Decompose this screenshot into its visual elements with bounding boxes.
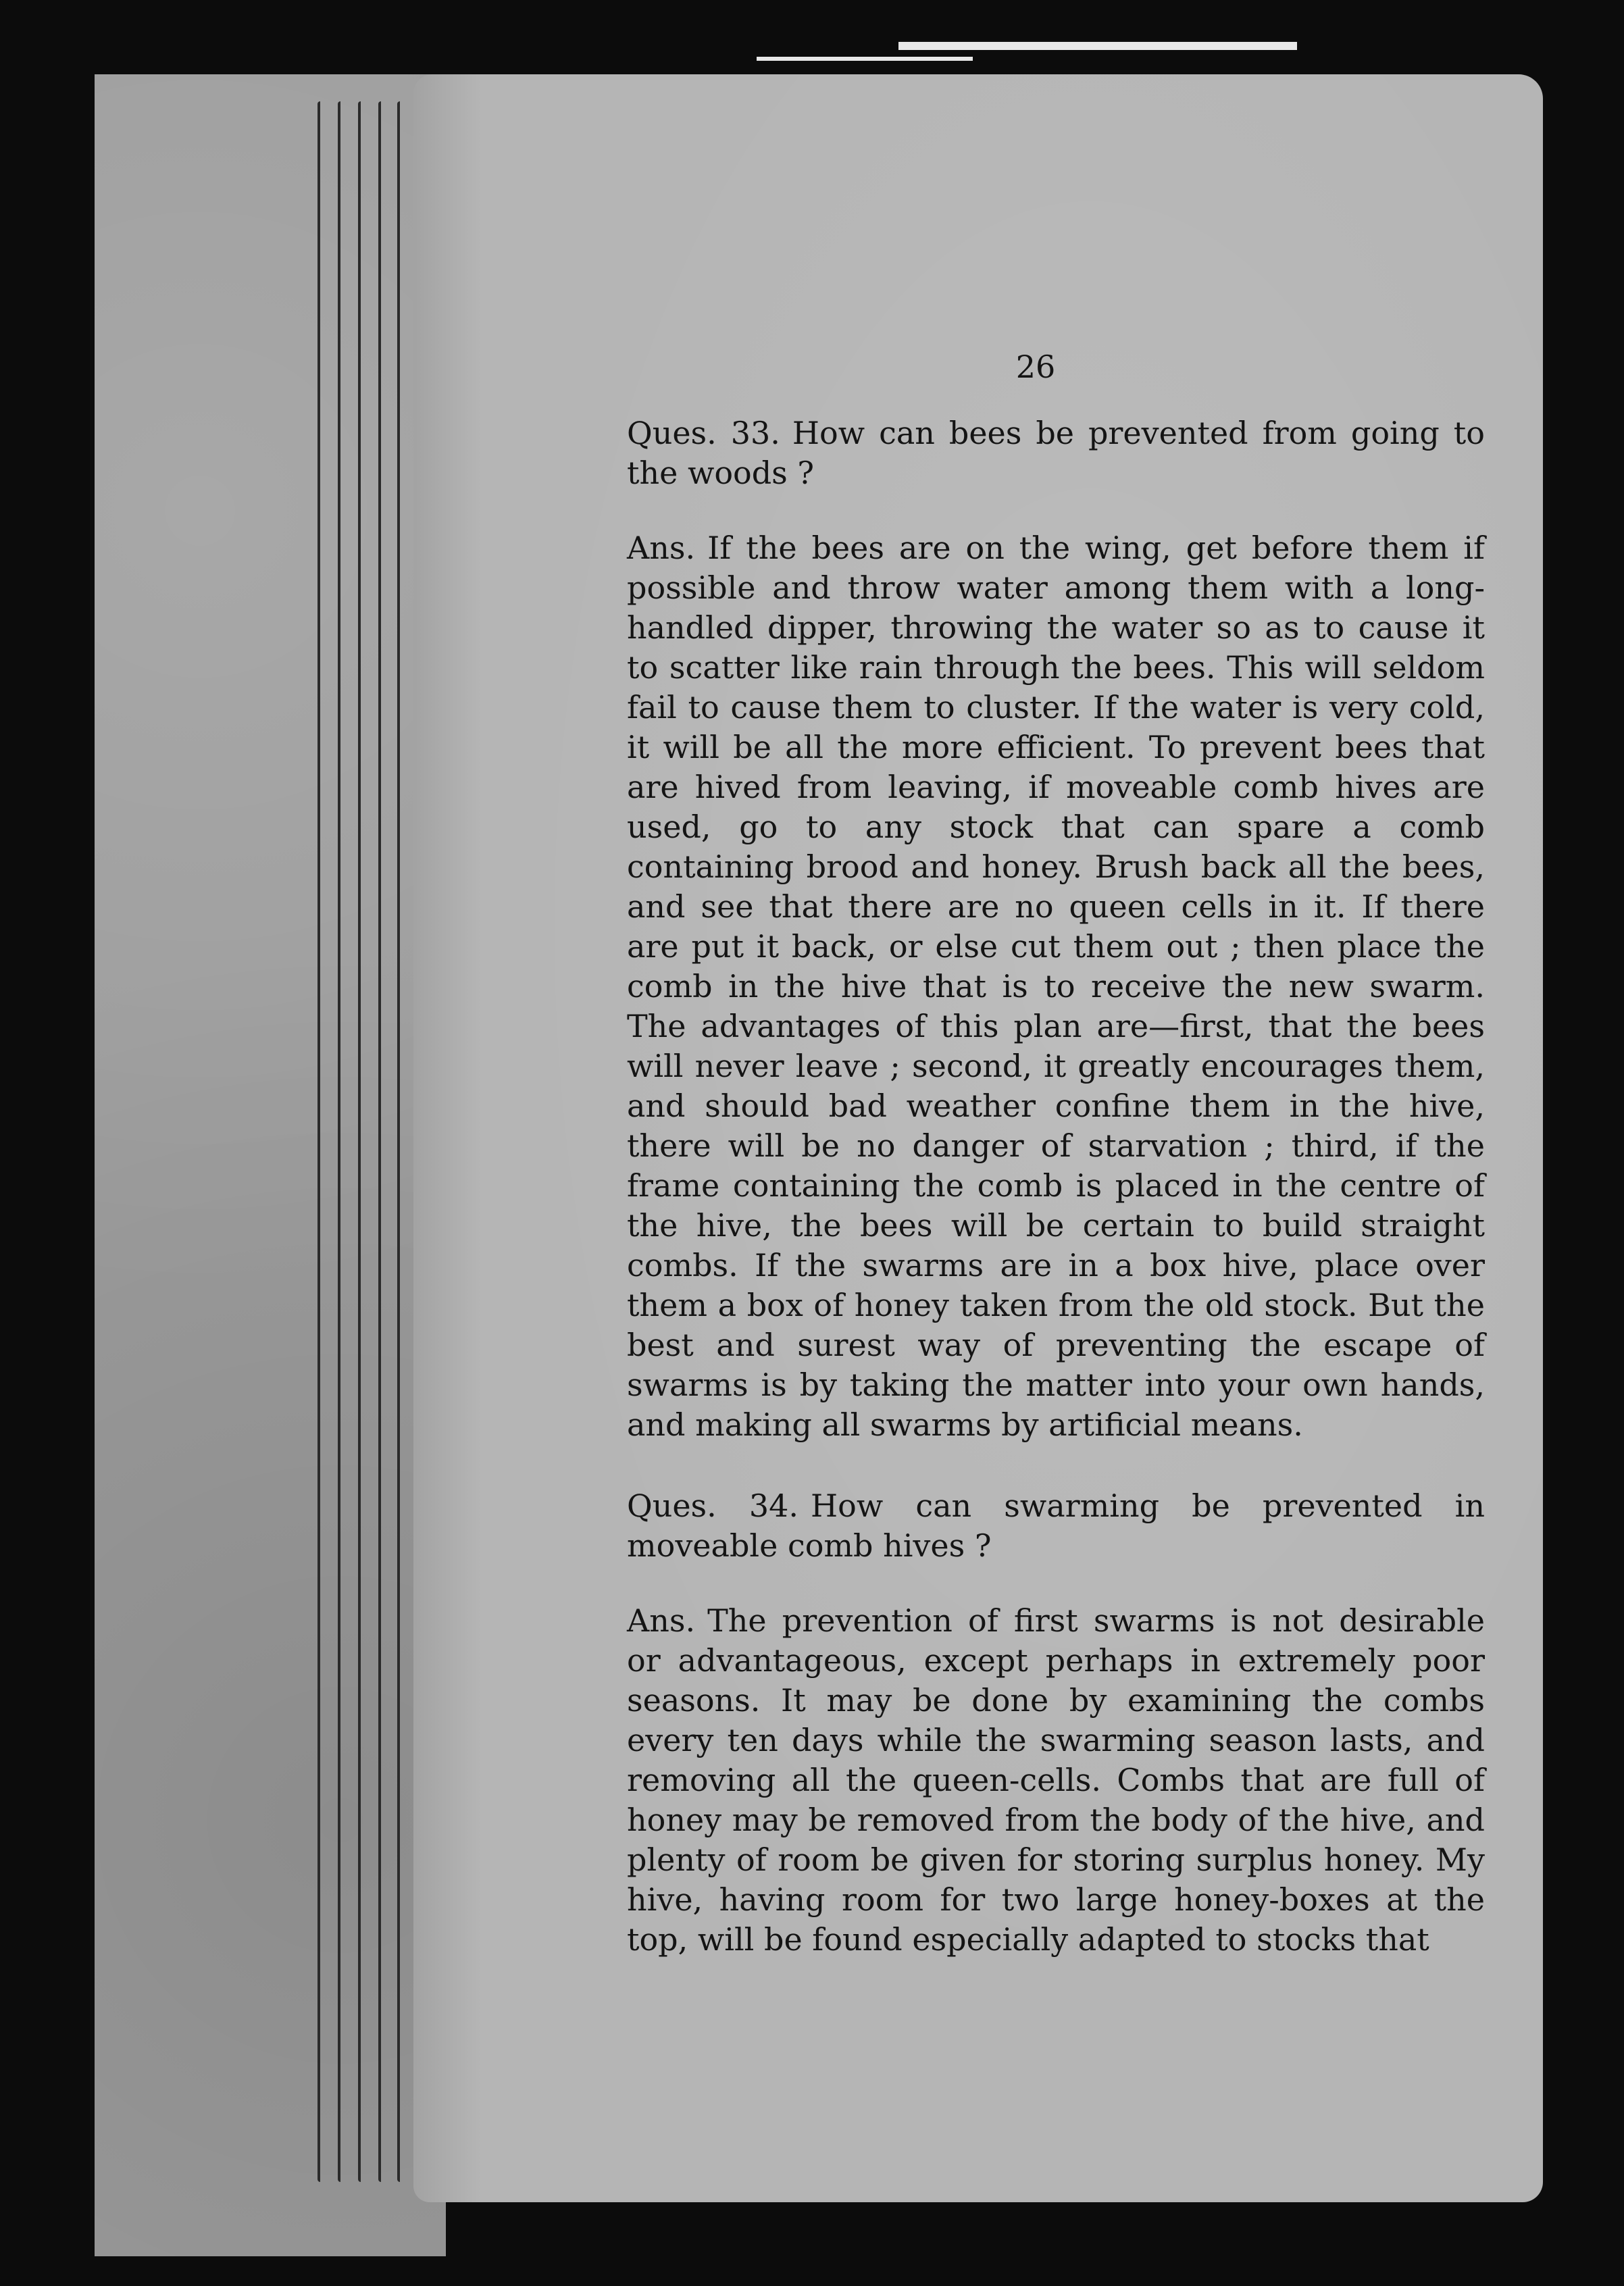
question-text: How can swarming be prevented in moveable comb hives ? [627, 1488, 1485, 1564]
page-stack-edge [378, 101, 381, 2182]
scan-edge-line [757, 57, 973, 61]
answer-label: Ans. [627, 530, 696, 566]
answer-paragraph [586, 528, 1485, 1445]
answer-label: Ans. [627, 1602, 696, 1639]
question-label: Ques. 33. [627, 415, 780, 451]
scan-edge-line [898, 42, 1297, 50]
book-back-cover [95, 74, 446, 2256]
answer-text: If the bees are on the wing, get before them if possible and throw water among them with a long-handled dipper, throwing the water so as to cause it to scatter like rain through the bees. This will seldom fail to cause them to cluster. If the water is very cold, it will be all the more efficient. To prevent bees that are hived from leaving, if moveable comb hives are used, go to any stock that can spare a comb containing brood and honey. Brush back all the bees, and see that there are no queen cells in it. If there are put it back, or else cut them out ; then place the comb in the hive that is to receive the new swarm. The advantages of this plan are—first, that the bees will never leave ; second, it greatly encourages them, and should bad weather confine them in the hive, there will be no danger of starvation ; third, if the frame containing the comb is placed in the centre of the hive, the bees will be certain to build straight combs. If the swarms are in a box hive, place over them a box of honey taken from the old stock. But the best and surest way of preventing the escape of swarms is by taking the matter into your own hands, and making all swarms by artificial means. [627, 530, 1485, 1443]
page-stack-edge [338, 101, 340, 2182]
answer-paragraph [586, 1601, 1485, 1960]
page-stack-edge [358, 101, 361, 2182]
question-paragraph [586, 413, 1485, 493]
page-stack-edge [318, 101, 320, 2182]
question-label: Ques. 34. [627, 1488, 799, 1524]
answer-text: The prevention of first swarms is not desirable or advantageous, except perhaps in extremely poor seasons. It may be done by examining the combs every ten days while the swarming season lasts, and removing all the queen-cells. Combs that are full of honey may be removed from the body of the hive, and plenty of room be given for storing surplus honey. My hive, having room for two large honey-boxes at the top, will be found especially adapted to stocks that [627, 1602, 1485, 1958]
page-stack-edge [397, 101, 400, 2182]
question-paragraph [586, 1486, 1485, 1566]
page-number: 26 [1015, 349, 1056, 385]
question-text: How can bees be prevented from going to the woods ? [627, 415, 1485, 491]
